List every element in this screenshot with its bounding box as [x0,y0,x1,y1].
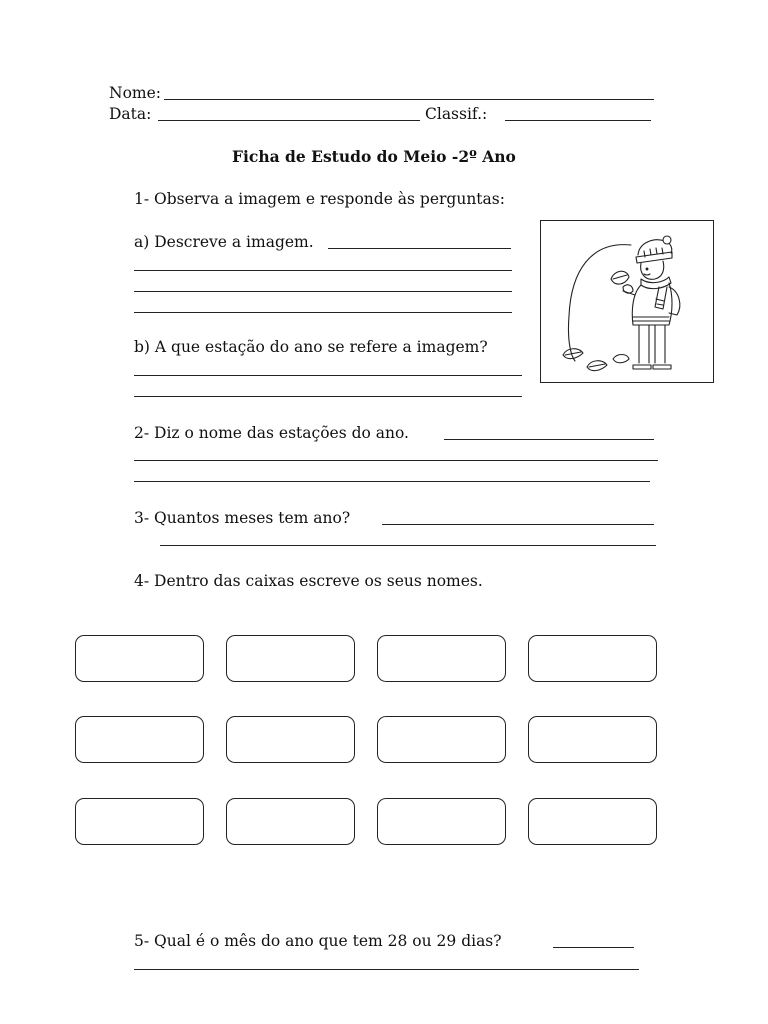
answer-box[interactable] [377,635,506,682]
page-title: Ficha de Estudo do Meio -2º Ano [232,147,516,166]
answer-box[interactable] [528,798,657,845]
answer-line[interactable] [134,396,522,397]
answer-line[interactable] [553,947,634,948]
answer-box[interactable] [75,635,204,682]
answer-box[interactable] [75,716,204,763]
answer-box[interactable] [377,716,506,763]
season-image [540,220,714,383]
answer-line[interactable] [134,291,512,292]
answer-line[interactable] [382,524,654,525]
name-label: Nome: [109,84,161,102]
answer-box[interactable] [226,798,355,845]
answer-line[interactable] [134,270,512,271]
answer-line[interactable] [134,375,522,376]
answer-box[interactable] [377,798,506,845]
question-5: 5- Qual é o mês do ano que tem 28 ou 29 dias? [134,932,502,950]
answer-line[interactable] [134,460,658,461]
date-line[interactable] [158,120,420,121]
answer-line[interactable] [134,481,650,482]
question-1: 1- Observa a imagem e responde às perguntas: [134,190,505,208]
question-4: 4- Dentro das caixas escreve os seus nomes. [134,572,483,590]
classif-label: Classif.: [425,105,488,123]
answer-box[interactable] [528,635,657,682]
answer-line[interactable] [134,969,639,970]
answer-box[interactable] [75,798,204,845]
question-3: 3- Quantos meses tem ano? [134,509,351,527]
question-1b: b) A que estação do ano se refere a imagem? [134,338,488,356]
question-2: 2- Diz o nome das estações do ano. [134,424,409,442]
date-label: Data: [109,105,152,123]
answer-line[interactable] [444,439,654,440]
answer-box[interactable] [528,716,657,763]
answer-line[interactable] [328,248,511,249]
child-autumn-illustration [541,221,713,382]
name-line[interactable] [164,99,654,100]
answer-line[interactable] [160,545,656,546]
answer-box[interactable] [226,635,355,682]
answer-box[interactable] [226,716,355,763]
question-1a: a) Descreve a imagem. [134,233,314,251]
classif-line[interactable] [505,120,651,121]
answer-line[interactable] [134,312,512,313]
